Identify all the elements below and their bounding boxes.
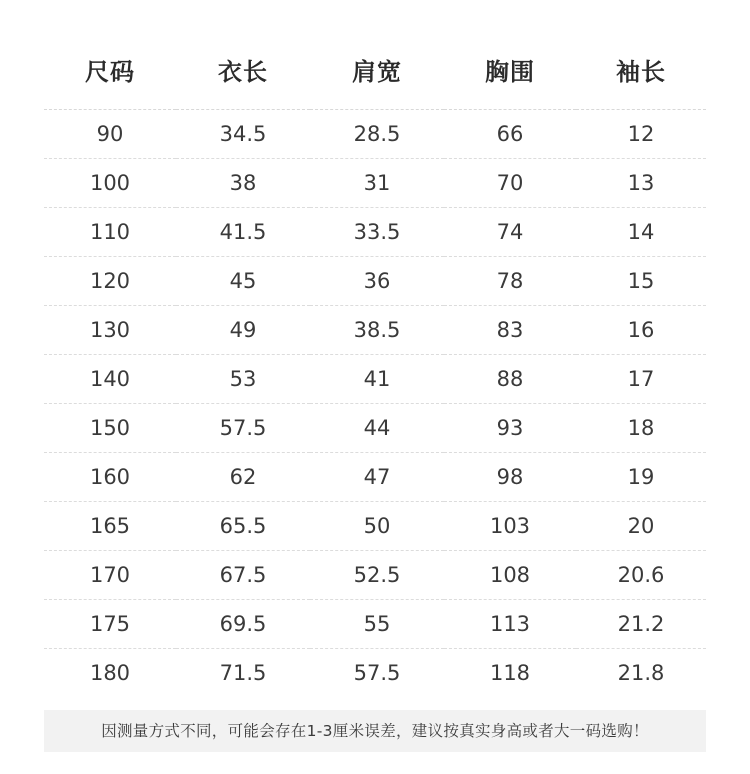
cell-shoulder: 57.5 (353, 661, 401, 685)
cell-sleeve: 18 (576, 404, 706, 453)
cell-bust: 78 (444, 257, 576, 306)
cell-length: 71.5 (219, 661, 267, 685)
cell-shoulder: 55 (310, 600, 444, 649)
cell-bust: 108 (444, 551, 576, 600)
cell-size: 180 (89, 661, 131, 685)
measurement-note: 因测量方式不同，可能会存在1-3厘米误差，建议按真实身高或者大一码选购！ (44, 710, 706, 752)
column-header-size: 尺码 (44, 42, 176, 110)
cell-length: 57.5 (176, 404, 310, 453)
table-row (44, 355, 706, 404)
cell-length: 34.5 (176, 110, 310, 159)
cell-bust: 93 (444, 404, 576, 453)
cell-size: 100 (44, 159, 176, 208)
cell-shoulder: 52.5 (310, 551, 444, 600)
cell-sleeve: 12 (576, 110, 706, 159)
cell-shoulder: 47 (310, 453, 444, 502)
cell-sleeve: 19 (576, 453, 706, 502)
cell-size: 130 (44, 306, 176, 355)
cell-sleeve: 20 (576, 502, 706, 551)
column-header-shoulder: 肩宽 (310, 42, 444, 110)
cell-bust: 74 (444, 208, 576, 257)
table-row (44, 600, 706, 649)
cell-sleeve: 16 (576, 306, 706, 355)
cell-bust: 118 (489, 661, 531, 685)
cell-bust: 88 (444, 355, 576, 404)
cell-size: 160 (44, 453, 176, 502)
column-header-sleeve: 袖长 (576, 42, 706, 110)
cell-sleeve: 21.2 (576, 600, 706, 649)
cell-sleeve: 15 (576, 257, 706, 306)
cell-bust: 83 (444, 306, 576, 355)
cell-sleeve: 20.6 (576, 551, 706, 600)
table-row (44, 110, 706, 159)
cell-length: 67.5 (176, 551, 310, 600)
cell-sleeve: 13 (576, 159, 706, 208)
cell-shoulder: 31 (310, 159, 444, 208)
cell-bust: 98 (444, 453, 576, 502)
table-header (44, 42, 706, 110)
size-chart-page (0, 42, 750, 774)
size-chart-table (44, 42, 706, 697)
cell-bust: 70 (444, 159, 576, 208)
cell-sleeve: 17 (576, 355, 706, 404)
cell-length: 49 (176, 306, 310, 355)
table-body (44, 110, 706, 698)
cell-size: 170 (44, 551, 176, 600)
table-row (44, 649, 706, 698)
cell-length: 65.5 (176, 502, 310, 551)
table-row (44, 159, 706, 208)
cell-size: 110 (44, 208, 176, 257)
cell-length: 38 (176, 159, 310, 208)
cell-length: 41.5 (176, 208, 310, 257)
cell-size: 90 (44, 110, 176, 159)
cell-size: 120 (44, 257, 176, 306)
column-header-bust: 胸围 (444, 42, 576, 110)
table-row (44, 208, 706, 257)
cell-sleeve: 21.8 (617, 661, 665, 685)
cell-shoulder: 33.5 (310, 208, 444, 257)
cell-shoulder: 50 (310, 502, 444, 551)
cell-size: 165 (44, 502, 176, 551)
cell-length: 62 (176, 453, 310, 502)
table-header-row (44, 42, 706, 110)
cell-shoulder: 38.5 (310, 306, 444, 355)
cell-shoulder: 36 (310, 257, 444, 306)
table-row (44, 502, 706, 551)
cell-shoulder: 41 (310, 355, 444, 404)
column-header-length: 衣长 (176, 42, 310, 110)
cell-size: 175 (44, 600, 176, 649)
table-row (44, 306, 706, 355)
table-row (44, 551, 706, 600)
cell-size: 140 (44, 355, 176, 404)
table-row (44, 404, 706, 453)
cell-length: 53 (176, 355, 310, 404)
cell-shoulder: 28.5 (310, 110, 444, 159)
cell-shoulder: 44 (310, 404, 444, 453)
cell-bust: 66 (444, 110, 576, 159)
table-row (44, 453, 706, 502)
cell-length: 45 (176, 257, 310, 306)
cell-bust: 113 (444, 600, 576, 649)
cell-sleeve: 14 (576, 208, 706, 257)
cell-length: 69.5 (176, 600, 310, 649)
cell-bust: 103 (444, 502, 576, 551)
cell-size: 150 (44, 404, 176, 453)
table-row (44, 257, 706, 306)
